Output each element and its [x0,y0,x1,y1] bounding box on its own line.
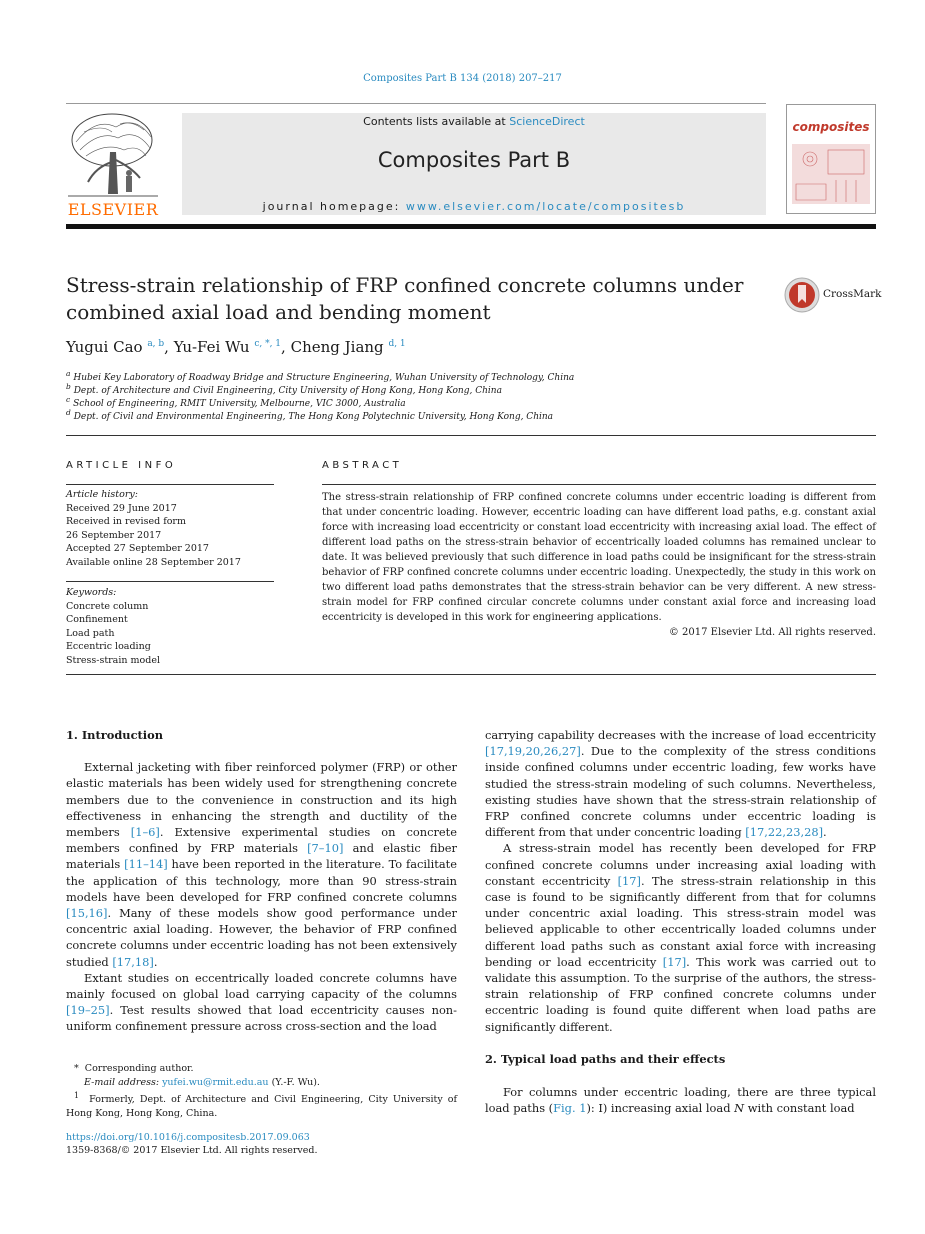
affiliation-b: $^b$ Dept. of Architecture and Civil Engineering, City University of Hong Kong, Hong Kong, China [66,382,502,396]
author-affiliation-marks[interactable]: c, *, 1 [254,339,282,349]
article-info-heading: ARTICLE INFO [66,460,177,471]
intro-paragraph-3: carrying capability decreases with the increase of load eccentricity [17,19,20,26,27]. Due to the complexity of the stress conditions inside confined columns under eccentric loading, few works have studied the stress-strain modeling of such columns. Nevertheless, existing studies have shown that the stress-strain relationship of FRP confined concrete columns under eccentric loading is different from that under concentric loading [17,22,23,28]. [485,728,876,840]
crossmark-badge[interactable]: CrossMark [784,277,879,313]
author-affiliation-marks[interactable]: d, 1 [388,339,406,349]
abstract-heading: ABSTRACT [322,460,403,471]
contents-line: Contents lists available at ScienceDirect [363,115,585,128]
author-name[interactable]: Yu-Fei Wu [173,338,255,356]
journal-reference[interactable]: Composites Part B 134 (2018) 207–217 [363,73,562,84]
affiliation-d: $^d$ Dept. of Civil and Environmental Engineering, The Hong Kong Polytechnic University, Hong Kong, China [66,408,554,422]
publisher-wordmark[interactable]: ELSEVIER [67,200,159,219]
ref-link[interactable]: [19–25] [66,1003,110,1018]
figure-link[interactable]: Fig. 1 [553,1101,587,1116]
journal-title: Composites Part B [377,148,571,172]
affiliation-rule [66,435,876,436]
intro-paragraph-1: External jacketing with fiber reinforced polymer (FRP) or other elastic materials has been widely used for strengthening concrete members due to the convenience in construction and its high effectiveness in enhancing the strength and ductility of the members [1–6]. Extensive experimental studies on concrete members confined by FRP materials [7–10] and elastic fiber materials [11–14] have been reported in the literature. To facilitate the application of this technology, more than 90 stress-strain models have been developed for FRP confined concrete columns [15,16]. Many of these models show good performance under concentric axial loading. However, the behavior of FRP confined concrete columns under eccentric loading has not been extensively studied [17,18]. [66,760,457,969]
cover-title: composites [792,120,870,134]
ref-link[interactable]: [11–14] [124,857,168,872]
intro-paragraph-2: Extant studies on eccentrically loaded concrete columns have mainly focused on global load carrying capacity of the columns [19–25]. Test results showed that load eccentricity causes non-uniform confinement pressure across cross-section and the load [66,970,457,1034]
intro-paragraph-4: A stress-strain model has recently been developed for FRP confined concrete columns under increasing axial loading with constant eccentricity [17]. The stress-strain relationship in this case is found to be significantly different from that for columns under concentric axial loading. This stress-strain model was believed applicable to other eccentrically loaded columns under different load paths such as constant axial force with increasing bending or load eccentricity [17]. This work was carried out to validate this assumption. To the surprise of the authors, the stress-strain relationship of FRP confined concrete columns under eccentric loading is found quite different when load paths are significantly different. [485,841,876,1034]
journal-cover-thumbnail[interactable] [786,104,876,214]
section-2-paragraph-1: For columns under eccentric loading, there are three typical load paths (Fig. 1): I) increasing axial load N with constant load [485,1085,876,1116]
author-name[interactable]: Yugui Cao [66,338,148,356]
footnotes: * Corresponding author. E-mail address: yufei.wu@rmit.edu.au (Y.-F. Wu). $^1$ Formerly, Dept. of Architecture and Civil Engineering, City University of Hong Kong, Hong Kong, China. [66,1063,457,1119]
keywords-rule [66,581,274,582]
article-info-rule [66,484,274,485]
author-list: Yugui Cao $^{a, b}$, Yu-Fei Wu $^{c, *, 1}$, Cheng Jiang $^{d, 1}$ [66,338,406,356]
abstract-rule [322,484,876,485]
ref-link[interactable]: [17] [617,873,641,888]
email-link[interactable]: yufei.wu@rmit.edu.au [162,1076,269,1088]
keywords: Keywords: Concrete column Confinement Load path Eccentric loading Stress-strain model [66,587,160,666]
doi-link[interactable]: https://doi.org/10.1016/j.compositesb.2017.09.063 [66,1132,310,1143]
intro-right-column [485,727,876,1035]
ref-link[interactable]: [17,18] [112,954,154,969]
intro-left-column [66,727,457,1035]
ref-link[interactable]: [17,22,23,28] [745,825,824,840]
sciencedirect-link[interactable]: ScienceDirect [509,115,585,128]
crossmark-icon [784,277,820,313]
article-history: Article history: Received 29 June 2017 Received in revised form 26 September 2017 Accepted 27 September 2017 Available online 28 September 2017 [66,489,241,568]
section-2-heading: 2. Typical load paths and their effects [485,1052,726,1066]
header-top-rule [66,103,766,104]
ref-link[interactable]: [1–6] [130,825,160,840]
header-thick-rule [66,224,876,229]
abstract-text: The stress-strain relationship of FRP confined concrete columns under eccentric loading is different from that under concentric loading. However, eccentric loading can have different load paths, e.g. constant axial force with increasing load eccentricity or constant load eccentricity with increasing axial load. The effect of different load paths on the stress-strain behavior of eccentrically loaded columns has remained unclear to date. It was believed previously that such difference in load paths could be insignificant for the stress-strain behavior of FRP confined concrete columns under eccentric loading. Unexpectedly, the study in this work on two different load paths demonstrates that the stress-strain behavior can be very different. A new stress-strain model for FRP confined circular concrete columns under constant axial force and increasing load eccentricity is developed in this work for engineering applications. © 2017 Elsevier Ltd. All rights reserved. [322,492,876,638]
issn-line: 1359-8368/© 2017 Elsevier Ltd. All rights reserved. [66,1145,318,1156]
ref-link[interactable]: [15,16] [66,906,108,921]
ref-link[interactable]: [17,19,20,26,27] [485,744,581,759]
ref-link[interactable]: [17] [662,954,687,969]
affiliation-a: $^a$ Hubei Key Laboratory of Roadway Bridge and Structure Engineering, Wuhan University of Technology, China [66,369,575,383]
section-2 [485,1051,876,1117]
ref-link[interactable]: [7–10] [307,841,344,856]
author-name[interactable]: Cheng Jiang [290,338,389,356]
homepage-link[interactable]: www.elsevier.com/locate/compositesb [405,200,686,213]
affiliation-c: $^c$ School of Engineering, RMIT University, Melbourne, VIC 3000, Australia [66,395,406,409]
abstract-bottom-rule [66,674,876,675]
author-affiliation-marks[interactable]: a, b [147,339,165,349]
section-1-heading: 1. Introduction [66,728,163,742]
article-title: Stress-strain relationship of FRP confined concrete columns under combined axial load and bending moment [66,273,744,324]
journal-homepage-line: journal homepage: www.elsevier.com/locate/compositesb [262,200,686,213]
